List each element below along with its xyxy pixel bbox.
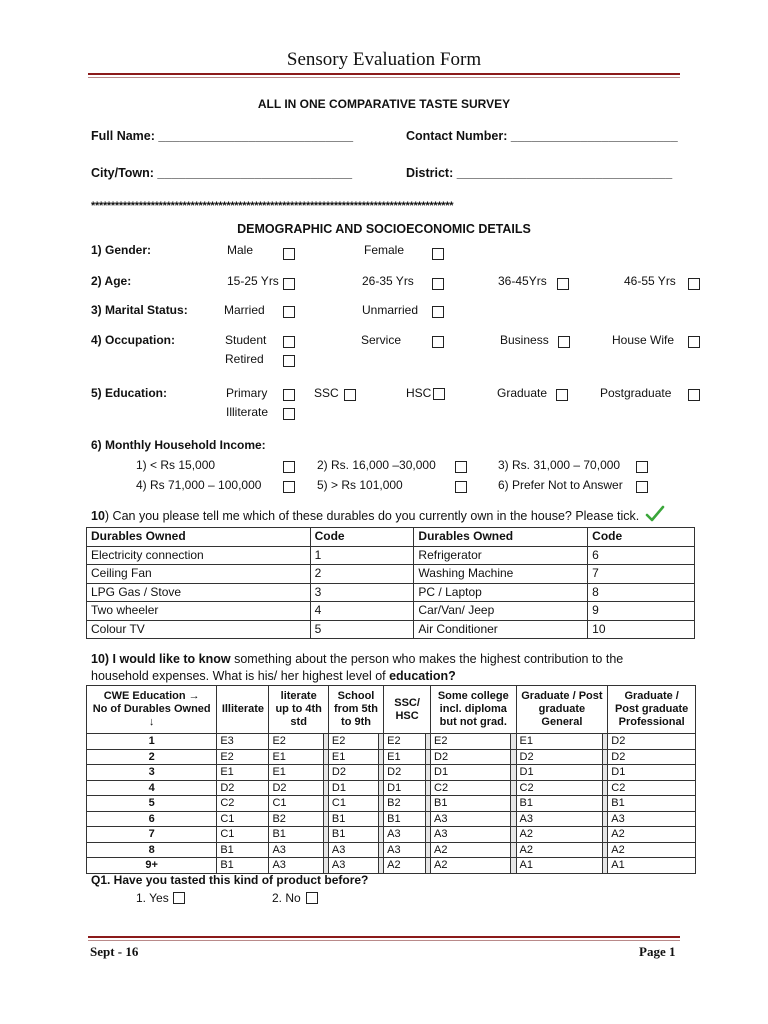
table-row — [87, 734, 696, 750]
cwe-cell: D2 — [217, 780, 269, 796]
cwe-cell: B1 — [431, 796, 511, 812]
cwe-cell: D1 — [608, 765, 696, 781]
cwe-cell: D1 — [384, 780, 426, 796]
table-row — [87, 602, 695, 621]
education-illiterate-label: Illiterate — [226, 405, 269, 419]
cwe-header-cell: Illiterate — [217, 686, 269, 734]
gender-male-label: Male — [227, 243, 254, 257]
income-option-3-label: 3) Rs. 31,000 – 70,000 — [498, 458, 621, 472]
cwe-cell: D2 — [431, 749, 511, 765]
cwe-header-cell: School from 5th to 9th — [328, 686, 383, 734]
cwe-cell: C2 — [431, 780, 511, 796]
durables-header-cell: Durables Owned — [414, 528, 588, 547]
header-rule — [88, 73, 680, 75]
demographic-heading: DEMOGRAPHIC AND SOCIOECONOMIC DETAILS — [237, 222, 531, 236]
cwe-matrix-table — [86, 685, 696, 874]
table-row — [87, 811, 696, 827]
footer-date: Sept - 16 — [90, 944, 139, 959]
cwe-cell: E2 — [269, 734, 323, 750]
cwe-header-cell: Graduate / Post graduate General — [516, 686, 608, 734]
marital-married-label: Married — [224, 303, 265, 317]
income-option-4-label: 4) Rs 71,000 – 100,000 — [136, 478, 262, 492]
durable-code: 4 — [310, 602, 414, 621]
income-option-6-label: 6) Prefer Not to Answer — [498, 478, 623, 492]
gender-label: 1) Gender: — [91, 243, 152, 257]
cwe-cell: B1 — [384, 811, 426, 827]
cwe-cell: D1 — [431, 765, 511, 781]
checkmark-icon — [645, 505, 665, 523]
table-row — [87, 583, 695, 602]
cwe-row-label: 9+ — [87, 858, 217, 874]
city-field[interactable]: City/Town: ____________________________ — [91, 166, 353, 180]
cwe-cell: D1 — [516, 765, 603, 781]
marital-married-checkbox[interactable] — [283, 306, 295, 318]
cwe-cell: A2 — [608, 827, 696, 843]
durable-item[interactable]: Air Conditioner — [414, 620, 588, 639]
education-ssc-label: SSC — [314, 386, 339, 400]
durable-code: 7 — [588, 565, 695, 584]
income-option-6-checkbox[interactable] — [636, 481, 648, 493]
cwe-cell: A3 — [431, 827, 511, 843]
durable-item[interactable]: Washing Machine — [414, 565, 588, 584]
durable-code: 10 — [588, 620, 695, 639]
cwe-cell: E1 — [217, 765, 269, 781]
cwe-cell: B1 — [608, 796, 696, 812]
marital-unmarried-checkbox[interactable] — [432, 306, 444, 318]
survey-subtitle: ALL IN ONE COMPARATIVE TASTE SURVEY — [257, 97, 511, 111]
cwe-cell: A3 — [384, 827, 426, 843]
durable-item[interactable]: Car/Van/ Jeep — [414, 602, 588, 621]
durable-code: 9 — [588, 602, 695, 621]
q1-question: Q1. Have you tasted this kind of product before? — [91, 873, 369, 887]
education-question-line-1 — [91, 652, 623, 666]
education-postgraduate-label: Postgraduate — [600, 386, 672, 400]
income-option-5-checkbox[interactable] — [455, 481, 467, 493]
occupation-student-checkbox[interactable] — [283, 336, 295, 348]
education-question-text-2: household expenses. What is his/ her highest level of — [91, 669, 390, 683]
cwe-cell: D2 — [608, 749, 696, 765]
cwe-cell: C2 — [217, 796, 269, 812]
q1-no-checkbox[interactable] — [306, 892, 318, 904]
cwe-cell: E2 — [431, 734, 511, 750]
cwe-cell: A1 — [516, 858, 603, 874]
income-option-4-checkbox[interactable] — [283, 481, 295, 493]
table-row — [87, 546, 695, 565]
gender-male-checkbox[interactable] — [283, 248, 295, 260]
cwe-cell: E2 — [217, 749, 269, 765]
durable-code: 5 — [310, 620, 414, 639]
cwe-cell: A2 — [516, 842, 603, 858]
cwe-cell: B1 — [328, 827, 378, 843]
durable-item[interactable]: Two wheeler — [87, 602, 311, 621]
table-row — [87, 620, 695, 639]
durable-item[interactable]: Refrigerator — [414, 546, 588, 565]
durable-item[interactable]: PC / Laptop — [414, 583, 588, 602]
table-row — [87, 796, 696, 812]
cwe-row-label: 5 — [87, 796, 217, 812]
durable-code: 3 — [310, 583, 414, 602]
education-question-emphasis: education? — [389, 669, 456, 683]
cwe-cell: B1 — [328, 811, 378, 827]
cwe-corner-bottom: No of Durables Owned ↓ — [92, 703, 211, 728]
durable-item[interactable]: Colour TV — [87, 620, 311, 639]
cwe-cell: B2 — [384, 796, 426, 812]
durables-header-cell: Code — [310, 528, 414, 547]
cwe-cell: B1 — [217, 842, 269, 858]
cwe-cell: D2 — [328, 765, 378, 781]
cwe-cell: D2 — [384, 765, 426, 781]
cwe-cell: A3 — [269, 858, 323, 874]
age-46-55-checkbox[interactable] — [688, 278, 700, 290]
cwe-row-label: 1 — [87, 734, 217, 750]
asterisk-divider: ******************************************************************************************* — [91, 200, 454, 212]
education-question-lead: 10) I would like to know — [91, 652, 231, 666]
full-name-field[interactable]: Full Name: ____________________________ — [91, 129, 354, 143]
cwe-cell: C2 — [516, 780, 603, 796]
occupation-retired-label: Retired — [225, 352, 264, 366]
marital-unmarried-label: Unmarried — [362, 303, 419, 317]
durable-code: 1 — [310, 546, 414, 565]
table-row — [87, 780, 696, 796]
income-option-2-label: 2) Rs. 16,000 –30,000 — [317, 458, 436, 472]
footer-rule-thin — [88, 940, 680, 941]
cwe-cell: E1 — [516, 734, 603, 750]
q1-yes-label: 1. Yes — [136, 891, 169, 905]
cwe-cell: E2 — [384, 734, 426, 750]
occupation-service-label: Service — [361, 333, 402, 347]
cwe-cell: E1 — [269, 765, 323, 781]
q1-no-label: 2. No — [272, 891, 301, 905]
age-36-45-label: 36-45Yrs — [498, 274, 547, 288]
durable-item[interactable]: Ceiling Fan — [87, 565, 311, 584]
durables-question — [91, 509, 639, 523]
age-15-25-label: 15-25 Yrs — [227, 274, 279, 288]
cwe-cell: E1 — [328, 749, 378, 765]
cwe-header-row — [87, 686, 696, 734]
cwe-cell: C1 — [269, 796, 323, 812]
education-label: 5) Education: — [91, 386, 168, 400]
age-46-55-label: 46-55 Yrs — [624, 274, 676, 288]
income-label: 6) Monthly Household Income: — [91, 438, 266, 452]
durables-header-cell: Code — [588, 528, 695, 547]
education-question-text: something about the person who makes the highest contribution to the — [230, 652, 624, 666]
table-row — [87, 858, 696, 874]
income-option-5-label: 5) > Rs 101,000 — [317, 478, 403, 492]
cwe-cell: E1 — [384, 749, 426, 765]
education-primary-checkbox[interactable] — [283, 389, 295, 401]
header-rule-thin — [88, 77, 680, 78]
cwe-cell: E3 — [217, 734, 269, 750]
education-hsc-checkbox[interactable] — [433, 388, 445, 400]
cwe-cell: A3 — [384, 842, 426, 858]
cwe-cell: A2 — [516, 827, 603, 843]
cwe-corner-top: CWE Education → — [103, 690, 200, 702]
district-field[interactable]: District: _______________________________ — [406, 166, 673, 180]
cwe-cell: A3 — [328, 842, 378, 858]
marital-label: 3) Marital Status: — [91, 303, 188, 317]
cwe-row-label: 3 — [87, 765, 217, 781]
cwe-corner-cell — [87, 686, 217, 734]
education-illiterate-checkbox[interactable] — [283, 408, 295, 420]
occupation-business-checkbox[interactable] — [558, 336, 570, 348]
page-title: Sensory Evaluation Form — [286, 49, 482, 70]
cwe-header-cell: Graduate / Post graduate Professional — [608, 686, 696, 734]
occupation-housewife-checkbox[interactable] — [688, 336, 700, 348]
cwe-row-label: 7 — [87, 827, 217, 843]
cwe-cell: D2 — [516, 749, 603, 765]
table-row — [87, 749, 696, 765]
durable-code: 2 — [310, 565, 414, 584]
cwe-cell: A1 — [608, 858, 696, 874]
cwe-cell: C1 — [328, 796, 378, 812]
income-option-1-checkbox[interactable] — [283, 461, 295, 473]
cwe-cell: A3 — [516, 811, 603, 827]
education-question-line-2 — [91, 669, 456, 683]
age-26-35-label: 26-35 Yrs — [362, 274, 414, 288]
cwe-cell: A2 — [431, 842, 511, 858]
table-row — [87, 565, 695, 584]
cwe-cell: A3 — [269, 842, 323, 858]
income-option-1-label: 1) < Rs 15,000 — [136, 458, 216, 472]
occupation-retired-checkbox[interactable] — [283, 355, 295, 367]
cwe-cell: C1 — [217, 811, 269, 827]
table-row — [87, 827, 696, 843]
q1-yes-checkbox[interactable] — [173, 892, 185, 904]
durable-item[interactable]: LPG Gas / Stove — [87, 583, 311, 602]
income-option-2-checkbox[interactable] — [455, 461, 467, 473]
education-primary-label: Primary — [226, 386, 268, 400]
education-postgraduate-checkbox[interactable] — [688, 389, 700, 401]
table-row — [87, 765, 696, 781]
cwe-header-cell: literate up to 4th std — [269, 686, 328, 734]
durables-question-number: 10 — [91, 509, 105, 523]
footer-rule — [88, 936, 680, 938]
gender-female-checkbox[interactable] — [432, 248, 444, 260]
cwe-cell: D2 — [269, 780, 323, 796]
cwe-cell: E1 — [269, 749, 323, 765]
cwe-cell: C2 — [608, 780, 696, 796]
occupation-student-label: Student — [225, 333, 267, 347]
cwe-row-label: 4 — [87, 780, 217, 796]
durable-item[interactable]: Electricity connection — [87, 546, 311, 565]
cwe-cell: A2 — [608, 842, 696, 858]
occupation-housewife-label: House Wife — [612, 333, 675, 347]
education-graduate-checkbox[interactable] — [556, 389, 568, 401]
age-label: 2) Age: — [91, 274, 132, 288]
gender-female-label: Female — [364, 243, 405, 257]
footer-page-number: Page 1 — [639, 944, 676, 959]
age-26-35-checkbox[interactable] — [432, 278, 444, 290]
age-15-25-checkbox[interactable] — [283, 278, 295, 290]
cwe-header-cell: SSC/ HSC — [384, 686, 431, 734]
cwe-row-label: 2 — [87, 749, 217, 765]
cwe-cell: E2 — [328, 734, 378, 750]
cwe-cell: A3 — [431, 811, 511, 827]
cwe-cell: A3 — [608, 811, 696, 827]
durables-question-text: ) Can you please tell me which of these durables do you currently own in the house? Please tick. — [104, 509, 640, 523]
age-36-45-checkbox[interactable] — [557, 278, 569, 290]
table-row — [87, 842, 696, 858]
occupation-service-checkbox[interactable] — [432, 336, 444, 348]
durables-header-cell: Durables Owned — [87, 528, 311, 547]
cwe-cell: B1 — [269, 827, 323, 843]
durables-header-row — [87, 528, 695, 547]
durable-code: 8 — [588, 583, 695, 602]
education-ssc-checkbox[interactable] — [344, 389, 356, 401]
cwe-header-cell: Some college incl. diploma but not grad. — [431, 686, 516, 734]
durables-table — [86, 527, 695, 639]
cwe-cell: C1 — [217, 827, 269, 843]
cwe-cell: B2 — [269, 811, 323, 827]
cwe-row-label: 6 — [87, 811, 217, 827]
income-option-3-checkbox[interactable] — [636, 461, 648, 473]
education-graduate-label: Graduate — [497, 386, 548, 400]
durable-code: 6 — [588, 546, 695, 565]
cwe-row-label: 8 — [87, 842, 217, 858]
cwe-cell: B1 — [516, 796, 603, 812]
occupation-label: 4) Occupation: — [91, 333, 176, 347]
cwe-cell: A3 — [328, 858, 378, 874]
occupation-business-label: Business — [500, 333, 549, 347]
education-hsc-label: HSC — [406, 386, 432, 400]
contact-number-field[interactable]: Contact Number: ________________________ — [406, 129, 678, 143]
cwe-cell: B1 — [217, 858, 269, 874]
cwe-cell: D1 — [328, 780, 378, 796]
cwe-cell: A2 — [384, 858, 426, 874]
cwe-cell: D2 — [608, 734, 696, 750]
cwe-cell: A2 — [431, 858, 511, 874]
